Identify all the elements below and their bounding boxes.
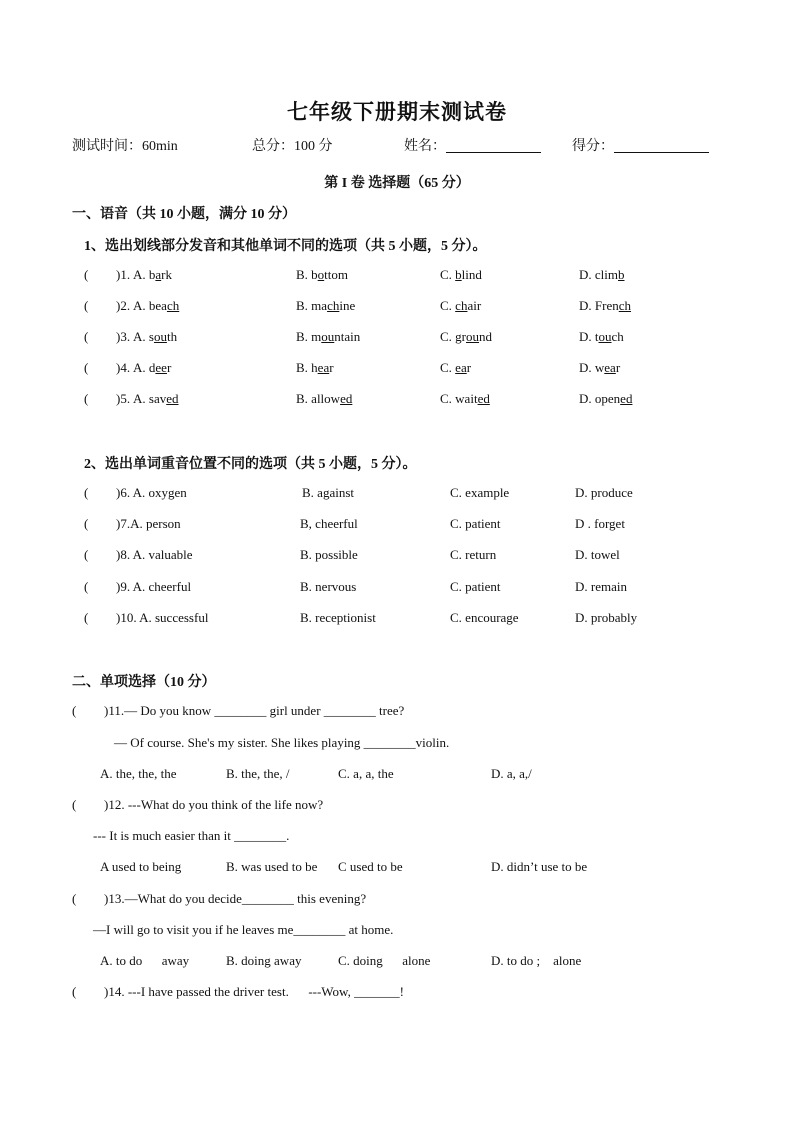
underlined-letters: ou bbox=[598, 329, 612, 344]
option-text: sav bbox=[148, 391, 167, 406]
q12-option-c: C used to be bbox=[338, 859, 403, 874]
q1-option-c bbox=[440, 267, 482, 283]
q1-option-d bbox=[579, 267, 625, 283]
option-text: C. bbox=[440, 391, 456, 406]
option-text: C. bbox=[440, 360, 456, 375]
option-text: s bbox=[148, 329, 154, 344]
q4-paren[interactable]: ( bbox=[84, 360, 89, 375]
q11-option-b: B. the, the, / bbox=[226, 766, 290, 781]
option-text: B. bbox=[296, 360, 312, 375]
total-label: 总分： bbox=[252, 139, 294, 154]
q3-number: )3. bbox=[116, 329, 131, 344]
option-text: ntain bbox=[334, 329, 361, 344]
underlined-letters: ee bbox=[155, 360, 167, 375]
underlined-letters: ou bbox=[321, 329, 335, 344]
q13-paren[interactable]: ( bbox=[72, 891, 77, 906]
q2-option-a bbox=[133, 298, 179, 314]
q8-paren[interactable]: ( bbox=[84, 547, 89, 562]
underlined-letters: ea bbox=[317, 360, 330, 375]
option-text: bea bbox=[148, 298, 167, 313]
q4-option-b bbox=[296, 360, 334, 376]
q3-option-c bbox=[440, 329, 492, 345]
option-text: D. bbox=[579, 391, 595, 406]
option-text: clim bbox=[594, 267, 618, 282]
q14-paren[interactable]: ( bbox=[72, 984, 77, 999]
q5-option-c bbox=[440, 391, 490, 407]
q7-option-b: B, cheerful bbox=[300, 516, 358, 531]
option-text: ttom bbox=[324, 267, 349, 282]
q4-number: )4. bbox=[116, 360, 131, 375]
q11-option-d: D. a, a,/ bbox=[491, 766, 532, 781]
option-text: ine bbox=[339, 298, 356, 313]
option-text: wait bbox=[455, 391, 478, 406]
q2-option-b bbox=[296, 298, 355, 314]
q3-paren[interactable]: ( bbox=[84, 329, 89, 344]
score-blank[interactable] bbox=[614, 138, 709, 153]
q11-option-c: C. a, a, the bbox=[338, 766, 394, 781]
option-text: lind bbox=[461, 267, 482, 282]
q6-option-c: C. example bbox=[450, 485, 510, 500]
name-label: 姓名： bbox=[404, 139, 446, 154]
q13-option-b: B. doing away bbox=[226, 953, 302, 968]
page-title: 七年级下册期末测试卷 bbox=[287, 100, 507, 124]
q3-option-a bbox=[133, 329, 177, 345]
q1-paren[interactable]: ( bbox=[84, 267, 89, 282]
q10-stem: )10. A. successful bbox=[116, 610, 209, 625]
q4-option-c bbox=[440, 360, 471, 376]
option-text: ch bbox=[611, 329, 624, 344]
option-text: A. bbox=[133, 267, 149, 282]
q13-option-d: D. to do ; alone bbox=[491, 953, 582, 968]
option-text: nd bbox=[479, 329, 493, 344]
q9-paren[interactable]: ( bbox=[84, 579, 89, 594]
option-text: B. bbox=[296, 267, 312, 282]
option-text: B. bbox=[296, 391, 312, 406]
sub2-heading: 2、选出单词重音位置不同的选项（共 5 小题，5 分）。 bbox=[84, 457, 417, 472]
option-text: A. bbox=[133, 391, 149, 406]
option-text: B. bbox=[296, 298, 312, 313]
option-text: gr bbox=[455, 329, 467, 344]
q4-option-a bbox=[133, 360, 171, 376]
q7-option-d: D . forget bbox=[575, 516, 625, 531]
q12-line2: --- It is much easier than it ________. bbox=[93, 828, 290, 843]
option-text: open bbox=[594, 391, 621, 406]
q13-stem: )13.—What do you decide________ this evening? bbox=[104, 891, 367, 906]
q6-stem: )6. A. oxygen bbox=[116, 485, 187, 500]
q10-option-d: D. probably bbox=[575, 610, 638, 625]
q3-option-b bbox=[296, 329, 360, 345]
underlined-letters: o bbox=[317, 267, 325, 282]
q4-option-d bbox=[579, 360, 620, 376]
option-text: th bbox=[166, 329, 178, 344]
q12-option-a: A used to being bbox=[100, 859, 182, 874]
option-text: r bbox=[466, 360, 472, 375]
q5-number: )5. bbox=[116, 391, 131, 406]
underlined-letters: a bbox=[155, 267, 162, 282]
q9-option-b: B. nervous bbox=[300, 579, 357, 594]
underlined-letters: ed bbox=[477, 391, 490, 406]
total-value: 100 分 bbox=[294, 139, 333, 154]
name-blank[interactable] bbox=[446, 138, 541, 153]
option-text: t bbox=[594, 329, 599, 344]
q8-option-d: D. towel bbox=[575, 547, 620, 562]
underlined-letters: ou bbox=[153, 329, 167, 344]
underlined-letters: ed bbox=[340, 391, 353, 406]
option-text: A. bbox=[133, 360, 149, 375]
q5-paren[interactable]: ( bbox=[84, 391, 89, 406]
q2-option-c bbox=[440, 298, 481, 314]
q8-option-b: B. possible bbox=[300, 547, 358, 562]
q10-option-c: C. encourage bbox=[450, 610, 519, 625]
underlined-letters: ch bbox=[455, 298, 468, 313]
q11-stem: )11.— Do you know ________ girl under ________ tree? bbox=[104, 703, 405, 718]
q8-stem: )8. A. valuable bbox=[116, 547, 193, 562]
q6-option-d: D. produce bbox=[575, 485, 633, 500]
option-text: r bbox=[166, 360, 172, 375]
option-text: D. bbox=[579, 360, 595, 375]
q1-number: )1. bbox=[116, 267, 131, 282]
underlined-letters: ea bbox=[455, 360, 467, 375]
option-text: w bbox=[594, 360, 605, 375]
part-title: 第 I 卷 选择题（65 分） bbox=[324, 176, 470, 191]
option-text: d bbox=[148, 360, 156, 375]
option-text: r bbox=[329, 360, 334, 375]
q11-line2: — Of course. She's my sister. She likes playing ________violin. bbox=[114, 735, 450, 750]
underlined-letters: b bbox=[455, 267, 462, 282]
section1-heading: 一、语音（共 10 小题，满分 10 分） bbox=[72, 207, 296, 222]
q12-option-d: D. didn’t use to be bbox=[491, 859, 588, 874]
q12-stem: )12. ---What do you think of the life now? bbox=[104, 797, 324, 812]
option-text: D. bbox=[579, 329, 595, 344]
q5-option-a bbox=[133, 391, 179, 407]
option-text: b bbox=[148, 267, 156, 282]
score-field bbox=[572, 135, 709, 155]
option-text: A. bbox=[133, 329, 149, 344]
option-text: ma bbox=[311, 298, 328, 313]
q10-option-b: B. receptionist bbox=[300, 610, 376, 625]
option-text: m bbox=[311, 329, 322, 344]
q14-stem: )14. ---I have passed the driver test. ---Wow, _______! bbox=[104, 984, 404, 999]
underlined-letters: ch bbox=[166, 298, 180, 313]
option-text: h bbox=[311, 360, 318, 375]
option-text: rk bbox=[161, 267, 173, 282]
q9-stem: )9. A. cheerful bbox=[116, 579, 192, 594]
q5-option-d bbox=[579, 391, 632, 407]
total-score bbox=[252, 135, 333, 155]
q10-paren[interactable]: ( bbox=[84, 610, 89, 625]
q1-option-a bbox=[133, 267, 172, 283]
option-text: C. bbox=[440, 329, 456, 344]
option-text: C. bbox=[440, 298, 456, 313]
q13-option-a: A. to do away bbox=[100, 953, 190, 968]
q12-option-b: B. was used to be bbox=[226, 859, 318, 874]
q11-paren[interactable]: ( bbox=[72, 703, 77, 718]
option-text: Fren bbox=[594, 298, 619, 313]
q7-paren[interactable]: ( bbox=[84, 516, 89, 531]
q9-option-c: C. patient bbox=[450, 579, 501, 594]
q2-paren[interactable]: ( bbox=[84, 298, 89, 313]
test-time bbox=[72, 135, 178, 155]
q12-paren[interactable]: ( bbox=[72, 797, 77, 812]
q8-option-c: C. return bbox=[450, 547, 497, 562]
score-label: 得分： bbox=[572, 139, 614, 154]
option-text: C. bbox=[440, 267, 456, 282]
name-field bbox=[404, 135, 541, 155]
underlined-letters: ed bbox=[620, 391, 633, 406]
q7-stem: )7.A. person bbox=[116, 516, 181, 531]
q2-option-d bbox=[579, 298, 631, 314]
time-label: 测试时间： bbox=[72, 139, 142, 154]
q1-option-b bbox=[296, 267, 348, 283]
sub1-heading: 1、选出划线部分发音和其他单词不同的选项（共 5 小题，5 分）。 bbox=[84, 239, 487, 254]
q6-option-b: B. against bbox=[302, 485, 354, 500]
underlined-letters: ou bbox=[466, 329, 480, 344]
option-text: D. bbox=[579, 298, 595, 313]
time-value: 60min bbox=[142, 139, 178, 154]
underlined-letters: ea bbox=[604, 360, 616, 375]
option-text: D. bbox=[579, 267, 595, 282]
underlined-letters: ch bbox=[618, 298, 632, 313]
option-text: r bbox=[615, 360, 621, 375]
option-text: allow bbox=[311, 391, 341, 406]
underlined-letters: ed bbox=[166, 391, 179, 406]
option-text: air bbox=[467, 298, 482, 313]
underlined-letters: b bbox=[618, 267, 625, 282]
option-text: b bbox=[311, 267, 318, 282]
q13-option-c: C. doing alone bbox=[338, 953, 431, 968]
q11-option-a: A. the, the, the bbox=[100, 766, 177, 781]
option-text: A. bbox=[133, 298, 149, 313]
q2-number: )2. bbox=[116, 298, 131, 313]
section2-heading: 二、单项选择（10 分） bbox=[72, 675, 216, 690]
underlined-letters: ch bbox=[327, 298, 340, 313]
q5-option-b bbox=[296, 391, 352, 407]
q7-option-c: C. patient bbox=[450, 516, 501, 531]
q13-line2: —I will go to visit you if he leaves me________ at home. bbox=[93, 922, 394, 937]
q6-paren[interactable]: ( bbox=[84, 485, 89, 500]
option-text: B. bbox=[296, 329, 312, 344]
q3-option-d bbox=[579, 329, 624, 345]
q9-option-d: D. remain bbox=[575, 579, 627, 594]
